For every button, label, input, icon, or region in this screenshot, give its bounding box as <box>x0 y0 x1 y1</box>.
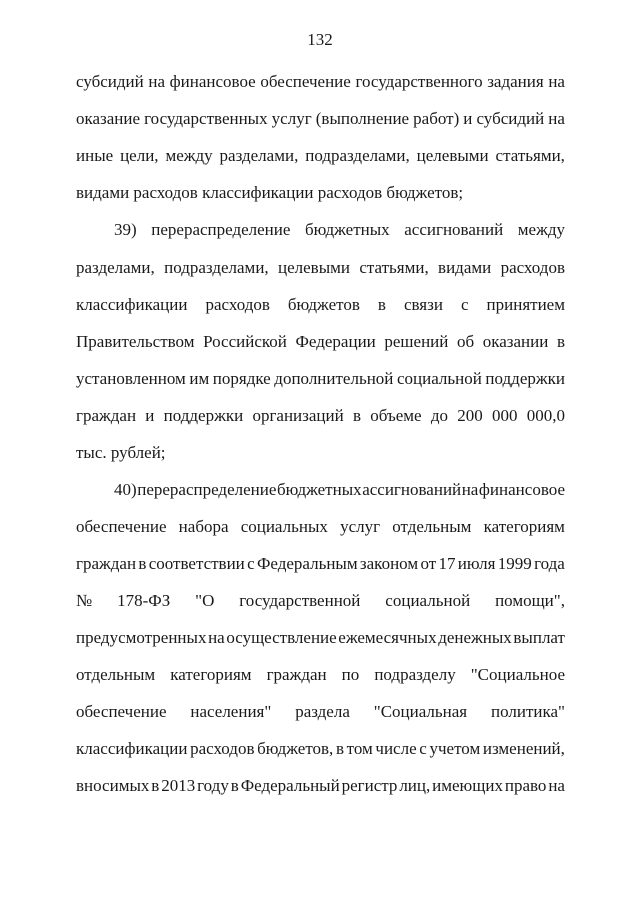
text-line <box>76 295 565 315</box>
word: Федерации <box>295 332 376 351</box>
word: государственного <box>355 72 483 91</box>
text-line <box>114 220 565 240</box>
word: расходов <box>190 739 255 758</box>
word: "О <box>195 591 215 610</box>
word: изменений, <box>482 739 565 758</box>
word: выплат <box>513 628 565 647</box>
word: Российской <box>203 332 287 351</box>
word: бюджетов, <box>257 739 334 758</box>
text-line <box>76 517 565 537</box>
word: статьями, <box>495 146 565 165</box>
word: обеспечение <box>76 702 167 721</box>
word: 000,0 <box>526 406 565 425</box>
word: вносимых <box>76 776 150 795</box>
word: на <box>461 480 479 499</box>
word: поддержки <box>485 369 565 388</box>
word: и <box>145 406 155 425</box>
word: объеме <box>370 406 422 425</box>
word: помощи", <box>495 591 565 610</box>
text-line <box>76 72 565 92</box>
word: право <box>504 776 547 795</box>
word: в <box>138 554 147 573</box>
word: имеющих <box>432 776 503 795</box>
word: в <box>556 332 565 351</box>
text-line <box>76 665 565 685</box>
word: регистр <box>341 776 398 795</box>
word: на <box>148 72 166 91</box>
word: бюджетных <box>305 220 390 239</box>
word: в <box>151 776 160 795</box>
word: принятием <box>486 295 565 314</box>
word: решений <box>384 332 449 351</box>
word: и <box>463 109 473 128</box>
text-line: видами расходов классификации расходов бюджетов; <box>76 183 464 202</box>
word: социальной <box>396 369 482 388</box>
word: граждан <box>266 665 327 684</box>
word: 39) <box>114 220 137 239</box>
word: № <box>76 591 93 610</box>
text-line <box>76 628 565 648</box>
word: числе <box>375 739 417 758</box>
word: на <box>548 109 565 128</box>
text-line <box>76 258 565 278</box>
word: 40) <box>114 480 137 499</box>
word: набора <box>178 517 229 536</box>
word: оказание <box>76 109 141 128</box>
page-number: 132 <box>307 30 333 49</box>
word: порядке <box>212 369 271 388</box>
word: между <box>165 146 213 165</box>
word: соответствии <box>148 554 245 573</box>
word: подразделами, <box>305 146 410 165</box>
word: финансовое <box>169 72 256 91</box>
word: установленном <box>76 369 186 388</box>
word: с <box>419 739 427 758</box>
word: лиц, <box>399 776 431 795</box>
text-line <box>114 480 565 500</box>
word: субсидий <box>476 109 545 128</box>
word: статьями, <box>359 258 429 277</box>
word: до <box>430 406 448 425</box>
word: финансовое <box>478 480 565 499</box>
word: ежемесячных <box>338 628 437 647</box>
word: услуг <box>340 517 381 536</box>
word: году <box>197 776 229 795</box>
word: между <box>517 220 565 239</box>
word: дополнительной <box>274 369 394 388</box>
word: субсидий <box>76 72 144 91</box>
word: видами <box>438 258 492 277</box>
text-line <box>76 702 565 722</box>
word: "Социальное <box>470 665 565 684</box>
word: государственных <box>144 109 268 128</box>
word: законом <box>359 554 419 573</box>
word: расходов <box>205 295 270 314</box>
word: государственной <box>239 591 361 610</box>
word: об <box>456 332 475 351</box>
word: услуг <box>271 109 312 128</box>
word: обеспечение <box>76 517 167 536</box>
word: оказании <box>482 332 549 351</box>
word: (выполнение <box>315 109 410 128</box>
word: предусмотренных <box>76 628 207 647</box>
word: граждан <box>76 554 137 573</box>
word: том <box>346 739 373 758</box>
word: политика" <box>491 702 565 721</box>
word: июля <box>457 554 496 573</box>
word: задания <box>487 72 544 91</box>
word: категориям <box>483 517 565 536</box>
word: 200 <box>457 406 483 425</box>
word: социальной <box>385 591 471 610</box>
word: осуществление <box>226 628 337 647</box>
word: граждан <box>76 406 137 425</box>
text-line <box>76 591 565 611</box>
word: населения" <box>190 702 272 721</box>
word: на <box>548 72 565 91</box>
word: 178-ФЗ <box>117 591 171 610</box>
text-line <box>76 146 565 166</box>
word: года <box>534 554 565 573</box>
word: перераспределение <box>137 480 277 499</box>
word: 000 <box>491 406 518 425</box>
word: 2013 <box>161 776 196 795</box>
word: раздела <box>295 702 350 721</box>
word: 17 <box>438 554 456 573</box>
word: подразделами, <box>164 258 269 277</box>
text-line <box>76 776 565 796</box>
word: связи <box>403 295 443 314</box>
word: перераспределение <box>151 220 291 239</box>
word: отдельным <box>76 665 156 684</box>
word: в <box>377 295 386 314</box>
word: "Социальная <box>373 702 468 721</box>
word: цели, <box>120 146 159 165</box>
word: отдельным <box>392 517 472 536</box>
word: денежных <box>438 628 512 647</box>
text-line <box>76 332 565 352</box>
word: Правительством <box>76 332 195 351</box>
word: 1999 <box>497 554 532 573</box>
text-line <box>76 406 565 426</box>
word: на <box>208 628 225 647</box>
word: классификации <box>76 295 188 314</box>
word: работ) <box>413 109 460 128</box>
word: от <box>420 554 437 573</box>
word: классификации <box>76 739 188 758</box>
word: учетом <box>429 739 481 758</box>
word: Федеральным <box>256 554 358 573</box>
word: целевыми <box>416 146 489 165</box>
text-line <box>76 369 565 389</box>
word: в <box>352 406 361 425</box>
word: ассигнований <box>362 480 462 499</box>
word: категориям <box>170 665 252 684</box>
text-line <box>76 739 565 759</box>
word: в <box>230 776 239 795</box>
word: организаций <box>252 406 344 425</box>
word: подразделу <box>374 665 456 684</box>
word: поддержки <box>163 406 244 425</box>
word: бюджетов <box>287 295 360 314</box>
word: разделами, <box>219 146 299 165</box>
word: ассигнований <box>404 220 504 239</box>
word: разделами, <box>76 258 155 277</box>
word: иные <box>76 146 114 165</box>
word: на <box>548 776 565 795</box>
word: социальных <box>240 517 328 536</box>
word: целевыми <box>278 258 350 277</box>
word: по <box>341 665 360 684</box>
word: с <box>247 554 255 573</box>
word: в <box>335 739 344 758</box>
word: расходов <box>500 258 565 277</box>
text-line <box>76 109 565 129</box>
text-line: тыс. рублей; <box>76 443 166 462</box>
word: им <box>189 369 210 388</box>
text-line <box>76 554 565 574</box>
word: Федеральный <box>240 776 340 795</box>
word: обеспечение <box>260 72 351 91</box>
word: бюджетных <box>276 480 362 499</box>
word: с <box>460 295 469 314</box>
